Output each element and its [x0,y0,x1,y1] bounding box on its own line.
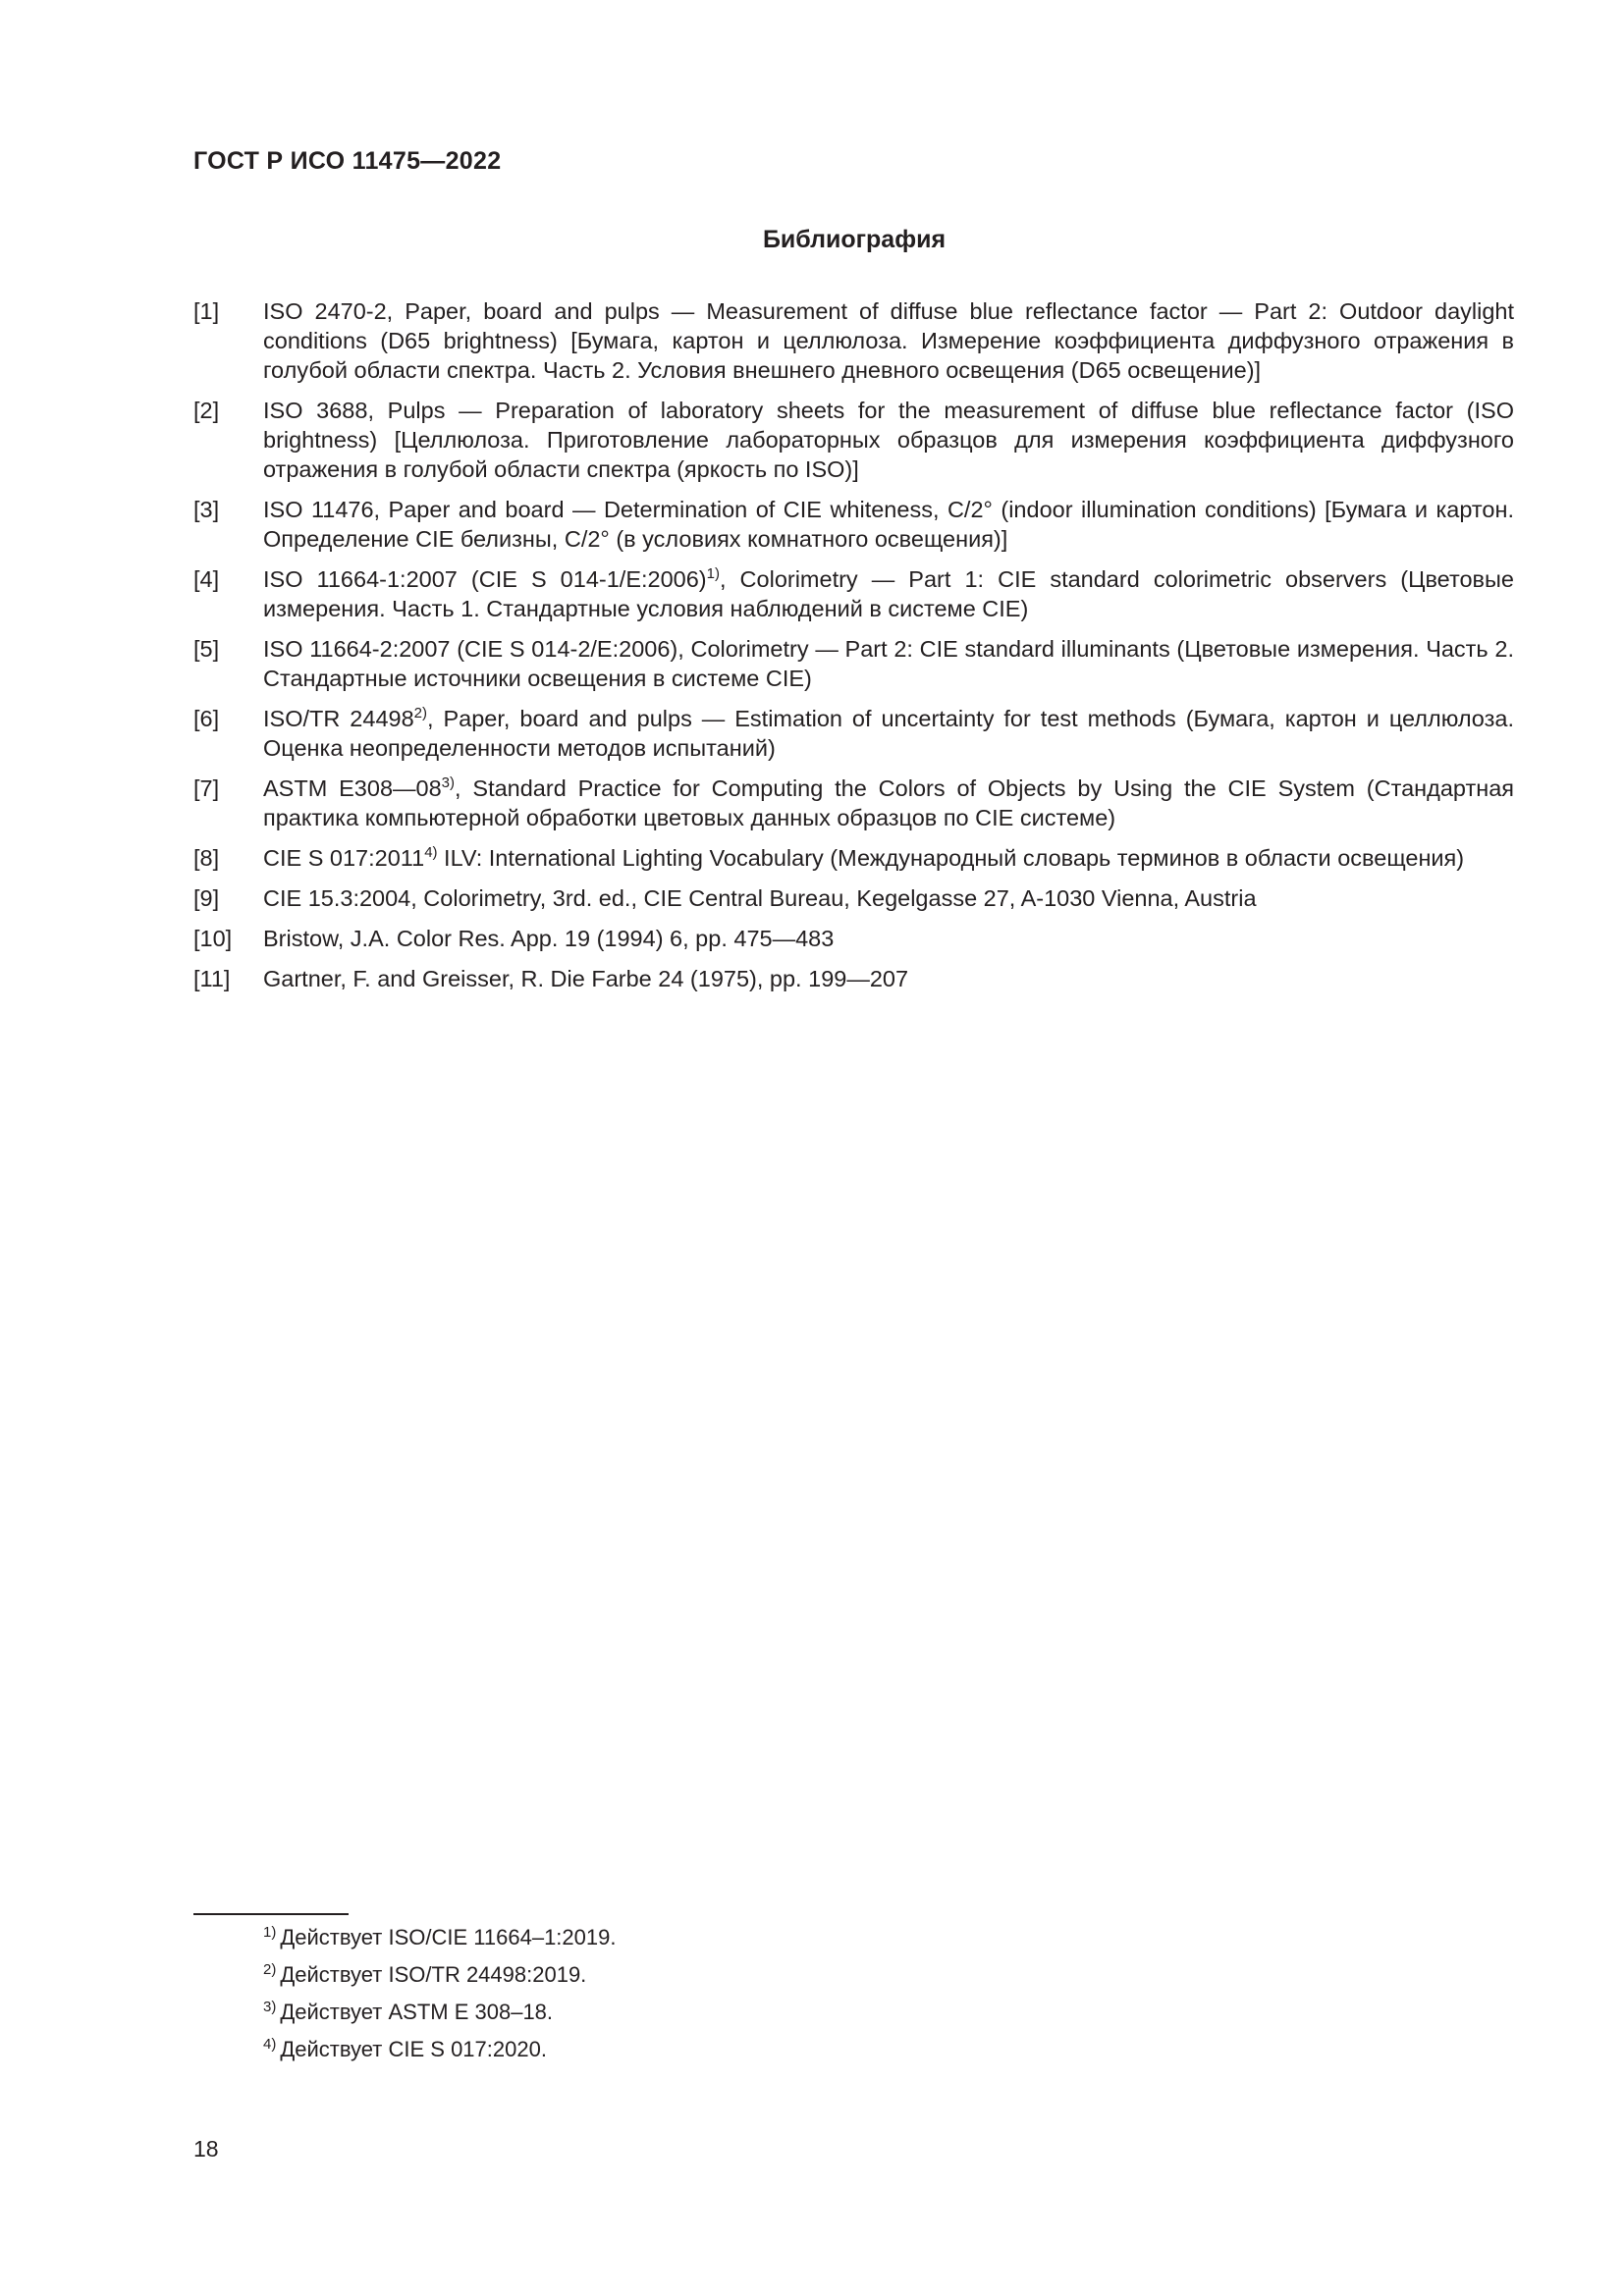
reference-number: [2] [193,398,220,423]
reference-text: Gartner, F. and Greisser, R. Die Farbe 24 (1975), pp. 199—207 [263,966,909,991]
reference-number: [9] [193,885,220,911]
reference-text: ISO 11664-2:2007 (CIE S 014-2/E:2006), Colorimetry — Part 2: CIE standard illuminants (Цветовые измерения. Часть 2. Стандартные источники освещения в системе CIE) [263,636,1514,691]
reference-text: ISO 3688, Pulps — Preparation of laboratory sheets for the measurement of diffuse blue reflectance factor (ISO brightness) [Целлюлоза. Приготовление лабораторных образцов для измерения коэффициента диффузного отражения в голубой области спектра (яркость по ISO)] [263,398,1514,482]
footnote-text: Действует CIE S 017:2020. [280,2037,547,2061]
reference-text: ASTM E308—08$^{3)}$, Standard Practice for Computing the Colors of Objects by Using the CIE System (Стандартная практика компьютерной обработки цветовых данных образцов по CIE системе) [263,774,1514,830]
reference-text: CIE 15.3:2004, Colorimetry, 3rd. ed., CIE Central Bureau, Kegelgasse 27, A-1030 Vienna, Austria [263,885,1257,911]
footnote-text: Действует ISO/CIE 11664–1:2019. [280,1925,617,1949]
reference-text: CIE S 017:2011$^{4)}$ ILV: International Lighting Vocabulary (Международный словарь терминов в области освещения) [263,844,1465,871]
document-header-id: ГОСТ Р ИСО 11475—2022 [193,147,502,175]
reference-number: [11] [193,966,231,991]
reference-item [193,774,1514,832]
reference-number: [4] [193,566,220,592]
footnote-ref: 1) [706,565,720,582]
reference-number: [1] [193,298,220,324]
footnote-divider [193,1913,349,1915]
reference-text: ISO 11664-1:2007 (CIE S 014-1/E:2006)$^{1)}$, Colorimetry — Part 1: CIE standard colorimetric observers (Цветовые измерения. Часть 1. Стандартные условия наблюдений в системе CIE) [263,565,1514,621]
footnote-item [263,1925,616,1950]
section-title: Библиография [762,226,947,253]
reference-text: Bristow, J.A. Color Res. App. 19 (1994) 6, pp. 475—483 [263,926,835,951]
footnote-ref: 2) [413,705,427,721]
footnote-mark: 1) [263,1924,277,1941]
page-number: 18 [193,2136,219,2162]
footnote-item [263,1962,616,1988]
footnote-text: Действует ISO/TR 24498:2019. [280,1962,587,1987]
footnote-item [263,2037,616,2062]
reference-number: [5] [193,636,220,662]
bibliography-list [193,296,1514,1004]
footnote-text: Действует ASTM E 308–18. [280,2000,554,2024]
reference-item [193,843,1514,873]
footnote-mark: 3) [263,1999,277,2015]
reference-number: [6] [193,706,220,731]
reference-item [193,296,1514,385]
reference-text: ISO 11476, Paper and board — Determination of CIE whiteness, C/2° (indoor illumination conditions) [Бумага и картон. Определение CIE белизны, C/2° (в условиях комнатного освещения)] [263,497,1514,552]
reference-item [193,634,1514,693]
reference-item [193,704,1514,763]
footnote-ref: 4) [424,844,438,861]
reference-item [193,964,1514,993]
reference-item [193,564,1514,623]
footnote-item [263,2000,616,2025]
reference-item [193,495,1514,554]
footnote-ref: 3) [441,774,456,791]
reference-item [193,924,1514,953]
reference-item [193,396,1514,484]
reference-number: [7] [193,775,220,801]
reference-item [193,883,1514,913]
reference-number: [8] [193,845,220,871]
reference-number: [10] [193,926,233,951]
reference-text: ISO 2470-2, Paper, board and pulps — Measurement of diffuse blue reflectance factor — Part 2: Outdoor daylight conditions (D65 brightness) [Бумага, картон и целлюлоза. Измерение коэффициента диффузного отражения в голубой области спектра. Часть 2. Условия внешнего дневного освещения (D65 освещение)] [263,298,1514,383]
footnote-mark: 4) [263,2036,277,2053]
footnote-mark: 2) [263,1961,277,1978]
footnotes-list [263,1925,616,2074]
reference-text: ISO/TR 24498$^{2)}$, Paper, board and pulps — Estimation of uncertainty for test methods (Бумага, картон и целлюлоза. Оценка неопределенности методов испытаний) [263,705,1514,761]
reference-number: [3] [193,497,220,522]
